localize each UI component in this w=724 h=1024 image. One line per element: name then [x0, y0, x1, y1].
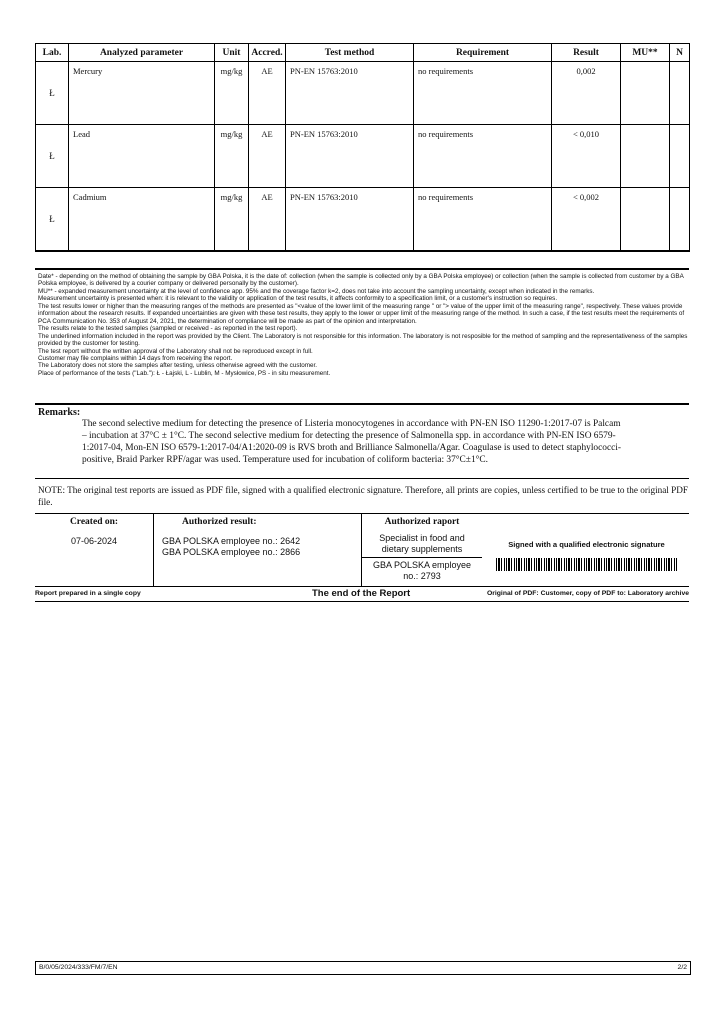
mu-cell — [621, 125, 670, 188]
result-text: < 0,010 — [572, 129, 600, 139]
lab-cell: Ł — [36, 62, 69, 125]
authorized-result-label: Authorized result: — [182, 517, 257, 527]
table-row — [36, 125, 690, 188]
authorized-result-employee: GBA POLSKA employee no.: 2642 — [162, 536, 301, 546]
authorized-report-column — [362, 514, 482, 586]
accred-cell — [249, 188, 286, 252]
method-text: PN-EN 15763:2010 — [290, 66, 358, 76]
parameter-text: Lead — [73, 129, 90, 139]
divider — [35, 403, 689, 405]
page-footer — [35, 961, 691, 975]
table-header-row — [36, 44, 690, 62]
results-table — [35, 43, 690, 252]
remarks-line: positive, Braid Parker RPF/agar was used. Temperature used for incubation of coliform bacteria: 37°C±1°C. — [82, 455, 488, 465]
parameter-cell — [69, 125, 215, 188]
remarks-line: – incubation at 37°C ± 1°C. The second selective medium for detecting the presence of Salmonella spp. in accordance with PN-EN ISO 6579- — [82, 431, 616, 441]
accred-text: AE — [261, 66, 273, 76]
accred-text: AE — [261, 192, 273, 202]
created-label: Created on: — [69, 517, 119, 527]
accred-cell — [249, 62, 286, 125]
method-text: PN-EN 15763:2010 — [290, 129, 358, 139]
result-cell — [552, 125, 621, 188]
footnote: MU** - expanded measurement uncertainty at the level of confidence app. 95% and the coverage factor k=2, does not take into account the sampling uncertainty, except when indicated in the remarks. — [38, 287, 595, 295]
unit-cell — [215, 188, 249, 252]
method-text: PN-EN 15763:2010 — [290, 192, 358, 202]
page-number: 2/2 — [677, 964, 687, 971]
result-cell — [552, 188, 621, 252]
footnote: The test report without the written approval of the Laboratory shall not be reproduced except in full. — [38, 347, 313, 355]
report-employee: GBA POLSKA employee — [372, 560, 472, 570]
unit-cell — [215, 125, 249, 188]
report-footer — [35, 589, 689, 601]
end-of-report-text: The end of the Report — [312, 588, 411, 599]
unit-cell — [215, 62, 249, 125]
single-copy-text: Report prepared in a single copy — [35, 590, 141, 597]
method-cell — [286, 62, 414, 125]
result-text: 0,002 — [576, 66, 596, 76]
header-result: Result — [552, 44, 621, 62]
n-cell — [670, 125, 690, 188]
parameter-cell — [69, 62, 215, 125]
created-date: 07-06-2024 — [70, 536, 118, 546]
requirement-cell — [414, 62, 552, 125]
footnote: The test results lower or higher than the measuring ranges of the methods are presented as "<value of the lower limit of the measuring range " or "> value of the upper limit of the measuring range", respectively. These values provide information about the research results. If expanded uncertainties are given with these test results, they apply to the lower or upper limit of the measuring range of the method. In such a case, if the test results meet the requirements of PCA Communication No. 353 of August 24, 2021, the determination of compliance will be made as part of the opinion and interpretation. — [38, 302, 685, 325]
header-accred: Accred. — [249, 44, 286, 62]
lab-cell: Ł — [36, 188, 69, 252]
report-employee: no.: 2793 — [403, 570, 441, 581]
footnote: Place of performance of the tests ("Lab."): Ł - Łajski, L - Lublin, M - Mysłowice, PS - in situ measurement. — [38, 369, 331, 377]
e-signature-column — [484, 514, 689, 586]
footnote: The underlined information included in the report was provided by the Client. The Laboratory is not responsible for this information. The laboratory is not resposible for the method of sampling and the representativeness of the samples provided by the customer for testing. — [38, 332, 688, 348]
method-cell — [286, 125, 414, 188]
method-cell — [286, 188, 414, 252]
divider — [362, 557, 482, 558]
header-lab: Lab. — [36, 44, 69, 62]
footnotes — [38, 273, 690, 377]
n-cell — [670, 62, 690, 125]
requirement-cell — [414, 188, 552, 252]
footnote: Measurement uncertainty is presented when: it is relevant to the validity or application of the test results, it affects conformity to a specification limit, or a customer's instruction so requires. — [38, 295, 558, 303]
unit-text: mg/kg — [220, 66, 243, 76]
footnote: The Laboratory does not store the samples after testing, unless otherwise agreed with the customer. — [38, 362, 317, 370]
mu-cell — [621, 188, 670, 252]
remarks-line: 1:2017-04, Mon-EN ISO 6579-1:2017-04/A1:2020-09 is RVS broth and Brilliance Salmonella/Agar. Coagulase is used to detect staphylococci- — [82, 443, 622, 453]
authorized-result-employee: GBA POLSKA employee no.: 2866 — [162, 546, 301, 557]
requirement-text: no requirements — [418, 129, 473, 139]
header-mu: MU** — [621, 44, 670, 62]
n-cell — [670, 188, 690, 252]
remarks-line: The second selective medium for detecting the presence of Listeria monocytogenes in accordance with PN-EN ISO 11290-1:2017-07 is Palcam — [82, 419, 621, 429]
table-row — [36, 188, 690, 252]
divider — [35, 601, 689, 602]
accred-text: AE — [261, 129, 273, 139]
accred-cell — [249, 125, 286, 188]
document-code: B/0/05/2024/333/FM/7/EN — [39, 964, 118, 971]
remarks-body — [82, 418, 662, 466]
parameter-text: Cadmium — [73, 192, 107, 202]
pdf-archive-text: Original of PDF: Customer, copy of PDF to: Laboratory archive — [486, 590, 689, 597]
parameter-text: Mercury — [73, 66, 103, 76]
signature-text: Signed with a qualified electronic signature — [508, 540, 665, 549]
authorized-report-label: Authorized raport — [384, 517, 460, 527]
mu-cell — [621, 62, 670, 125]
footnote: Date* - depending on the method of obtaining the sample by GBA Polska, it is the date of: collection (when the sample is collected only by a GBA Polska employee) or collection (when the sample is collected from customer by a GBA Polska employee, is delivered by a courier company or delivered personally by the customer). — [38, 273, 684, 288]
requirement-text: no requirements — [418, 192, 473, 202]
divider — [35, 478, 689, 479]
result-cell — [552, 62, 621, 125]
header-requirement: Requirement — [414, 44, 552, 62]
requirement-text: no requirements — [418, 66, 473, 76]
unit-text: mg/kg — [220, 129, 243, 139]
header-method: Test method — [286, 44, 414, 62]
header-n: N — [670, 44, 690, 62]
authorized-result-column — [154, 514, 362, 586]
created-column — [35, 514, 154, 586]
signature-block — [35, 513, 689, 587]
header-parameter: Analyzed parameter — [69, 44, 215, 62]
pdf-note: NOTE: The original test reports are issued as PDF file, signed with a qualified electronic signature. Therefore, all prints are copies, unless certified to be true to the original PDF file. — [38, 485, 689, 507]
barcode-icon — [496, 558, 678, 571]
parameter-cell — [69, 188, 215, 252]
footnote: Customer may file complains within 14 days from receiving the report. — [38, 354, 233, 362]
footnote: The results relate to the tested samples (sampled or received - as reported in the test report). — [38, 325, 298, 333]
report-role: dietary supplements — [381, 543, 463, 554]
requirement-cell — [414, 125, 552, 188]
header-unit: Unit — [215, 44, 249, 62]
lab-cell: Ł — [36, 125, 69, 188]
report-role: Specialist in food and — [379, 533, 465, 543]
remarks-title: Remarks: — [38, 407, 81, 418]
table-row — [36, 62, 690, 125]
divider — [35, 268, 689, 270]
unit-text: mg/kg — [220, 192, 243, 202]
result-text: < 0,002 — [572, 192, 600, 202]
